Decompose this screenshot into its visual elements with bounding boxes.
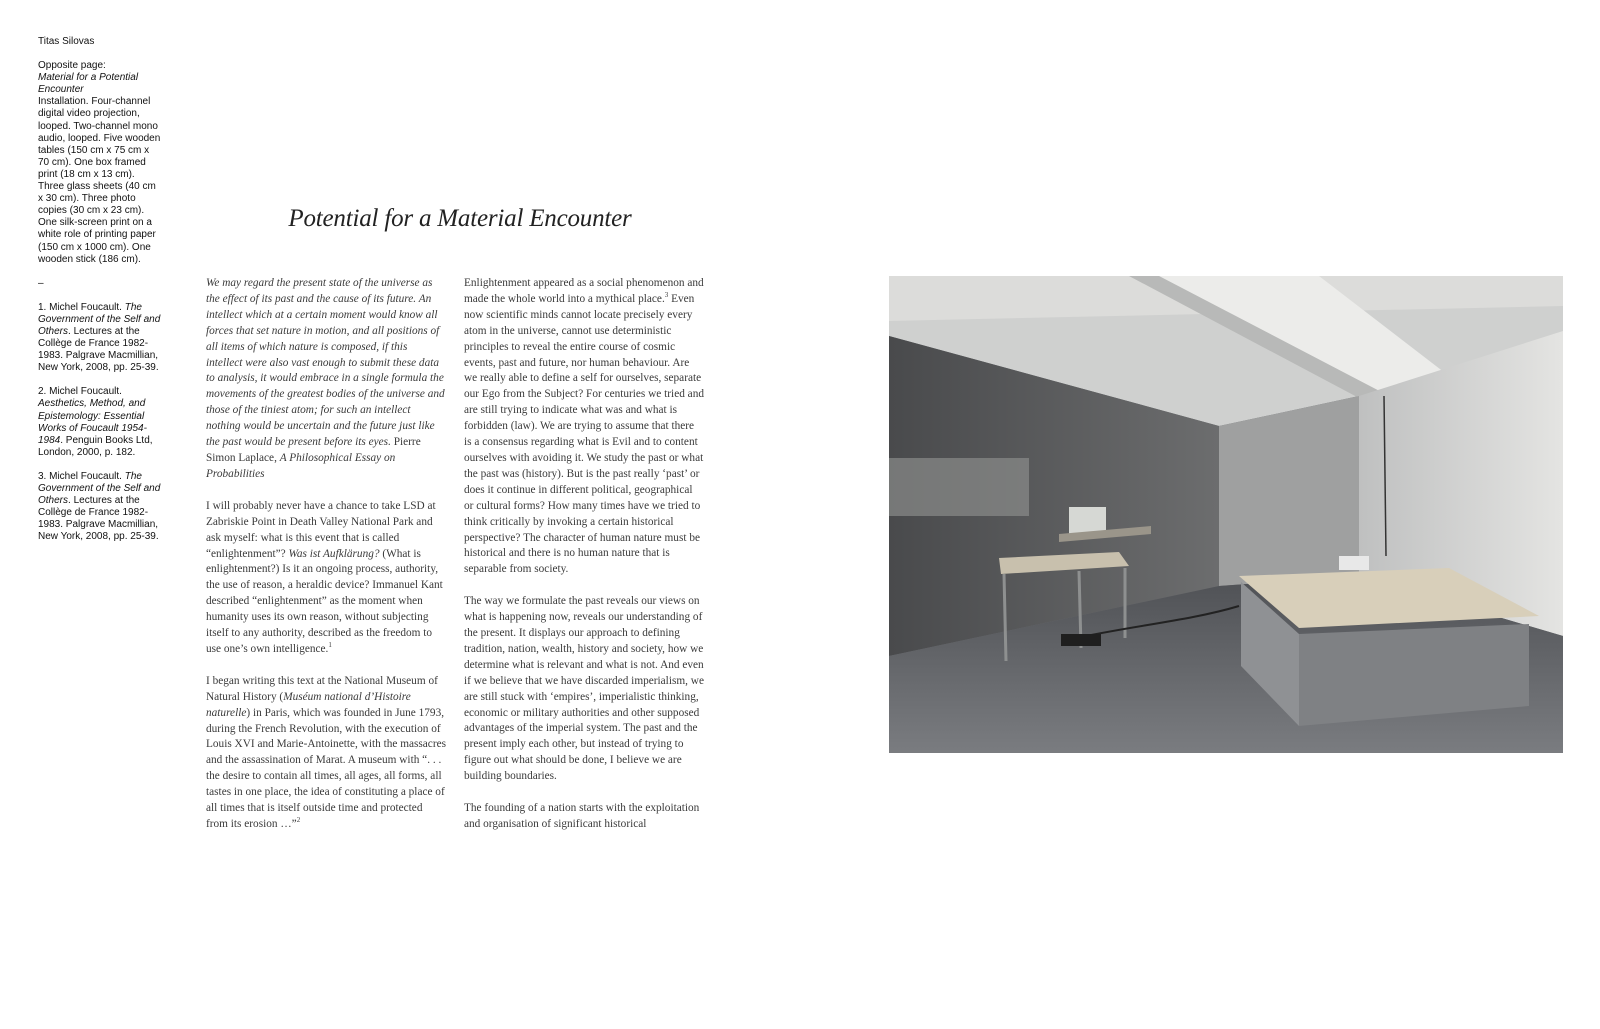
footnote-ref-2: 2: [296, 816, 301, 825]
sidebar-notes: [38, 36, 162, 555]
paragraph-past-present: The way we formulate the past reveals our views on what is happening now, reveals our understanding of the present. It displays our approach to defining tradition, nation, wealth, history and society, how we determine what is relevant and what is not. And even if we believe that we have discarded imperialism, we are still stuck with ‘empires’, imperialistic thinking, economic or military authorities and other supposed advantages of the imperial system. The past and the present imply each other, but instead of trying to figure out what should be done, I believe we are building boundaries.: [464, 595, 704, 783]
caption-label: Opposite page:: [38, 60, 106, 72]
paragraph-museum: I began writing this text at the National Museum of Natural History (Muséum national d’Histoire naturelle) in Paris, which was founded in June 1793, during the French Revolution, with the execution of Louis XVI and Marie-Antoinette, with the massacres and the assassination of Marat. A museum with “. . . the desire to contain all times, all ages, all forms, all tastes in one place, the idea of constituting a place of all times that is itself outside time and protected from its erosion …”$^2$: [206, 674, 446, 830]
article-title: Potential for a Material Encounter: [288, 205, 632, 232]
caption-title: Material for a Potential Encounter: [38, 72, 139, 96]
paragraph-social-phenomenon: Enlightenment appeared as a social phenomenon and made the whole world into a mythical place.$^3$ Even now scientific minds cannot locate precisely every atom in the universe, cannot use deterministic principles to reveal the entire course of cosmic events, past and future, nor human behaviour. Are we really able to define a self for ourselves, separate our Ego from the Subject? For centuries we tried and are still trying to indicate what was and what is forbidden (law). We are trying to assume that there is a consensus regarding what is Evil and to content ourselves with avoiding it. We study the past or what the past was (history). But is the past really ‘past’ or does it continue in different political, geographical or cultural forms? How many times have we tried to think critically by invoking a certain historical perspective? The character of human nature must be historical and there is no human nature that is separable from society.: [464, 277, 704, 576]
epigraph-quote: We may regard the present state of the universe as the effect of its past and the cause of its future. An intellect which at a certain moment would know all forces that set nature in motion, and all positions of all items of which nature is composed, if this intellect were also vast enough to submit these data to analysis, it would embrace in a single formula the movements of the greatest bodies of the universe and those of the tiniest atom; for such an intellect nothing would be uncertain and the future just like the past would be present before its eyes.: [206, 277, 445, 449]
footnote-ref-3: 3: [664, 291, 669, 300]
text-column-right: [464, 276, 704, 849]
paragraph-nation: The founding of a nation starts with the exploitation and organisation of significant historical: [464, 802, 700, 830]
paragraph-enlightenment: I will probably never have a chance to take LSD at Zabriskie Point in Death Valley National Park and ask myself: what is this event that is called “enlightenment”? Was ist Aufklärung? (What is enlightenment?) Is it an ongoing process, authority, the use of reason, a heraldic device? Immanuel Kant described “enlightenment” as the moment when humanity uses its own reason, without subjecting itself to any authority, described as the freedom to use one’s own intelligence.$^1$: [206, 499, 443, 655]
footnote-3: 3. Michel Foucault. The Government of the Self and Others. Lectures at the Collège de France 1982-1983. Palgrave Macmillian, New York, 2008, pp. 25-39.: [38, 470, 161, 543]
caption-text: Installation. Four-channel digital video projection, looped. Two-channel mono audio, looped. Five wooden tables (150 cm x 75 cm x 70 cm). One box framed print (18 cm x 13 cm). Three glass sheets (40 cm x 30 cm). Three photo copies (30 cm x 23 cm). One silk-screen print on a white role of printing paper (150 cm x 1000 cm). One wooden stick (186 cm).: [38, 96, 161, 265]
footnote-2: 2. Michel Foucault. Aesthetics, Method, and Epistemology: Essential Works of Foucault 1954-1984. Penguin Books Ltd, London, 2000, p. 182.: [38, 386, 153, 458]
image-caption: [38, 60, 162, 266]
installation-photo: [889, 276, 1563, 753]
epigraph-author: Pierre Simon Laplace,: [206, 436, 421, 464]
text-column-left: [206, 276, 446, 849]
footnote-1: 1. Michel Foucault. The Government of the Self and Others. Lectures at the Collège de France 1982-1983. Palgrave Macmillian, New York, 2008, pp. 25-39.: [38, 301, 161, 374]
author-name: Titas Silovas: [38, 36, 95, 47]
epigraph: [206, 276, 446, 483]
epigraph-source: A Philosophical Essay on Probabilities: [206, 451, 396, 480]
footnote-divider: –: [38, 277, 44, 289]
installation-photo-image: [889, 276, 1563, 753]
footnote-ref-1: 1: [328, 641, 332, 650]
